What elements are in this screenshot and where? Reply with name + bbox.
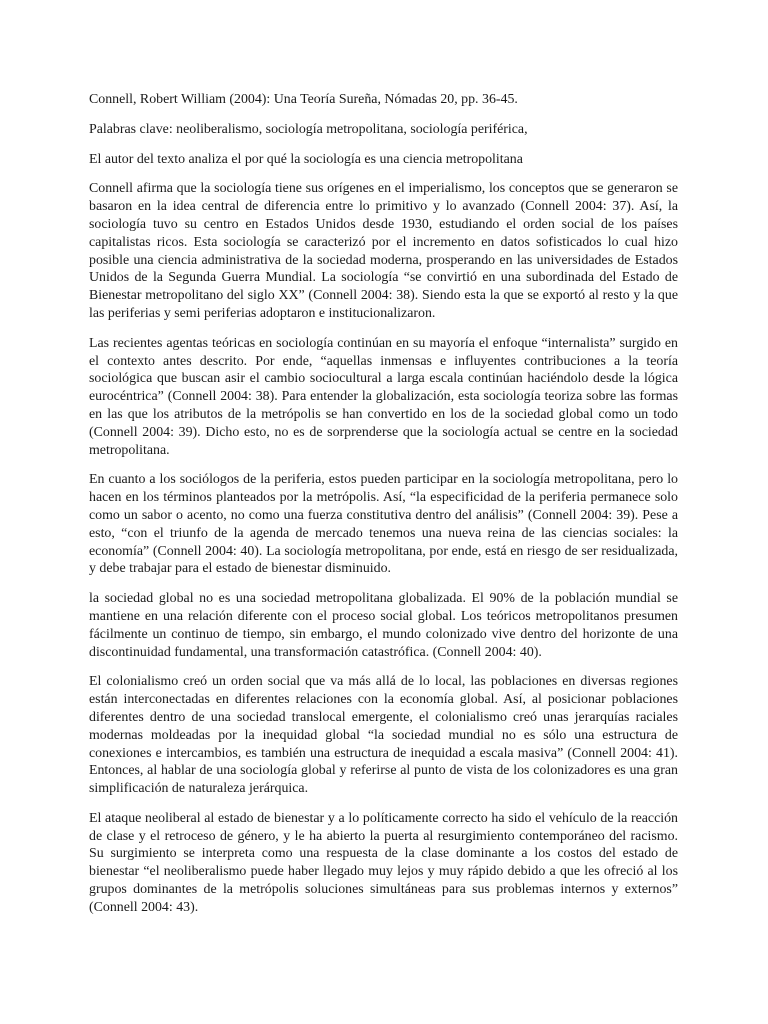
paragraph-global-society: la sociedad global no es una sociedad metropolitana globalizada. El 90% de la población mundial se mantiene en una relación diferente con el proceso social global. Los teóricos metropolitanos presumen fácilmente un continuo de tiempo, sin embargo, el mundo colonizado vive dentro del horizonte de una discontinuidad fundamental, una transformación catastrófica. (Connell 2004: 40). (89, 591, 678, 660)
paragraph-neoliberal: El ataque neoliberal al estado de bienestar y a lo políticamente correcto ha sido el vehículo de la reacción de clase y el retroceso de género, y le ha abierto la puerta al resurgimiento contemporáneo del racismo. Su surgimiento se interpreta como una respuesta de la clase dominante a los costos del estado de bienestar “el neoliberalismo puede haber llegado muy lejos y muy rápido debido a que les ofreció al los grupos dominantes de la metrópolis soluciones simultáneas para sus problemas internos y externos” (Connell 2004: 43). (89, 810, 678, 915)
paragraph-periphery: En cuanto a los sociólogos de la periferia, estos pueden participar en la sociología metropolitana, pero lo hacen en los términos planteados por la metrópolis. Así, “la especificidad de la periferia permanece solo como un sabor o acento, no como una fuerza constitutiva dentro del análisis” (Connell 2004: 39). Pese a esto, “con el triunfo de la agenda de mercado tenemos una nueva reina de las ciencias sociales: la economía” (Connell 2004: 40). La sociología metropolitana, por ende, está en riesgo de ser residualizada, y debe trabajar para el estado de bienestar disminuido. (89, 472, 678, 577)
citation: Connell, Robert William (2004): Una Teoría Sureña, Nómadas 20, pp. 36-45. (89, 92, 518, 107)
summary-line: El autor del texto analiza el por qué la sociología es una ciencia metropolitana (89, 151, 523, 167)
keywords: Palabras clave: neoliberalismo, sociología metropolitana, sociología periférica, (89, 121, 528, 137)
paragraph-internalist: Las recientes agentas teóricas en sociología continúan en su mayoría el enfoque “internalista” surgido en el contexto antes descrito. Por ende, “aquellas inmensas e influyentes contribuciones a la teoría sociológica que buscan asir el cambio sociocultural a larga escala continúan haciéndolo desde la lógica eurocéntrica” (Connell 2004: 38). Para entender la globalización, esta sociología teoriza sobre las formas en las que los atributos de la metrópolis se han convertido en los de la sociedad global como un todo (Connell 2004: 39). Dicho esto, no es de sorprenderse que la sociología actual se centre en la sociedad metropolitana. (89, 335, 678, 458)
paragraph-colonialism: El colonialismo creó un orden social que va más allá de lo local, las poblaciones en diversas regiones están interconectadas en diferentes relaciones con la economía global. Así, al posicionar poblaciones diferentes dentro de una sociedad translocal emergente, el colonialismo creó unas jerarquías raciales modernas moldeadas por la inequidad global “la sociedad mundial no es sólo una estructura de conexiones e intercambios, es también una estructura de inequidad a escala masiva” (Connell 2004: 41). Entonces, al hablar de una sociología global y referirse al punto de vista de los colonizadores es una gran simplificación de naturaleza jerárquica. (89, 674, 678, 797)
document-page (89, 91, 678, 929)
paragraph-origins: Connell afirma que la sociología tiene sus orígenes en el imperialismo, los conceptos que se generaron se basaron en la idea central de diferencia entre lo primitivo y lo avanzado (Connell 2004: 37). Así, la sociología tuvo su centro en Estados Unidos desde 1930, estudiando el orden social de los países capitalistas ricos. Esta sociología se caracterizó por el incremento en datos sofisticados lo cual hizo posible una ciencia administrativa de la sociedad moderna, prosperando en las universidades de Estados Unidos de la Segunda Guerra Mundial. La sociología “se convirtió en una subordinada del Estado de Bienestar metropolitano del siglo XX” (Connell 2004: 38). Siendo esta la que se exportó al resto y la que las periferias y semi periferias adoptaron e institucionalizaron. (89, 181, 678, 321)
